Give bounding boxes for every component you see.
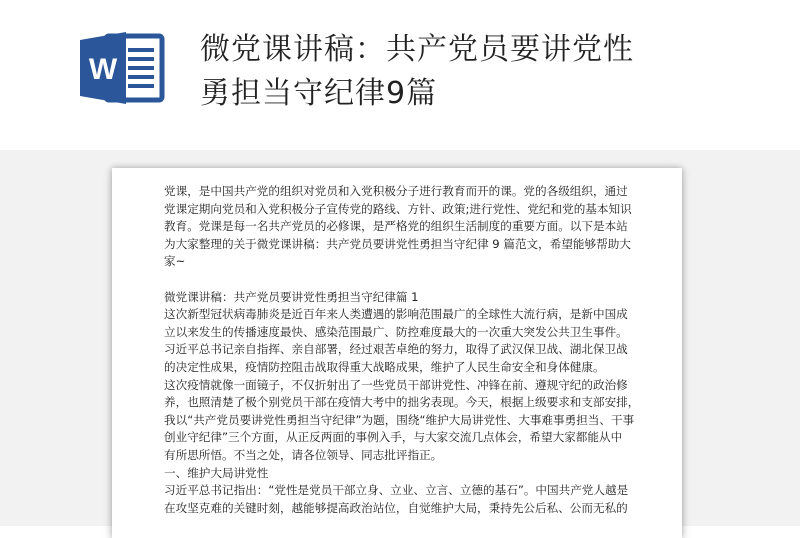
subsection-heading: 一、维护大局讲党性: [164, 465, 269, 480]
intro-line: 党课，是中国共产党的组织对党员和入党积极分子进行教育而开的课。党的各级组织，通过: [164, 184, 628, 198]
body-line: 创业守纪律”三个方面，从正反两面的事例入手，与大家交流几点体会，希望大家都能从中: [164, 430, 623, 445]
intro-line: 教育。党课是每一名共产党员的必修课，是严格党的组织生活制度的重要方面。以下是本站: [164, 219, 628, 234]
paragraph-gap: [164, 271, 640, 289]
body-line: 的决定性成果，疫情防控阻击战取得重大战略成果，维护了人民生命安全和身体健康。: [164, 359, 605, 374]
body-line: 养，也照清楚了极个别党员干部在疫情大考中的拙劣表现。今天，根据上级要求和支部安排，: [164, 395, 640, 410]
intro-line: 党课定期向党员和入党积极分子宣传党的路线、方针、政策;进行党性、党纪和党的基本知识: [164, 201, 632, 216]
body-line: 我以“共产党员要讲党性勇担当守纪律”为题，围绕“维护大局讲党性、大事难事勇担当、干事: [164, 412, 635, 427]
page-title: [200, 28, 780, 116]
intro-line: 为大家整理的关于微党课讲稿：共产党员要讲党性勇担当守纪律 9 篇范文，希望能够帮助大: [164, 236, 631, 251]
header: [0, 0, 800, 150]
body-line: 有所思所悟。不当之处，请各位领导、同志批评指正。: [164, 447, 443, 462]
section-heading: 微党课讲稿：共产党员要讲党性勇担当守纪律篇 1: [164, 289, 419, 304]
intro-line: 家~: [164, 254, 186, 269]
word-icon-letter: W: [88, 53, 118, 86]
word-document-icon: [76, 28, 168, 108]
title-line-2: 勇担当守纪律9篇: [200, 76, 438, 111]
body-line: 这次疫情就像一面镜子，不仅折射出了一些党员干部讲党性、冲锋在前、遵规守纪的政治修: [164, 377, 628, 392]
body-line: 这次新型冠状病毒肺炎是近百年来人类遭遇的影响范围最广的全球性大流行病，是新中国成: [164, 307, 628, 322]
document-content: [164, 183, 640, 517]
body-line: 习近平总书记指出：“党性是党员干部立身、立业、立言、立德的基石”。中国共产党人越是: [164, 483, 629, 498]
body-line: 立以来发生的传播速度最快、感染范围最广、防控难度最大的一次重大突发公共卫生事件。: [164, 324, 628, 339]
body-line: 在攻坚克难的关键时刻，越能够提高政治站位，自觉维护大局，秉持先公后私、公而无私的: [164, 500, 628, 515]
title-line-1: 微党课讲稿：共产党员要讲党性: [200, 32, 634, 67]
body-line: 习近平总书记亲自指挥、亲自部署，经过艰苦卓绝的努力，取得了武汉保卫战、湖北保卫战: [164, 342, 628, 357]
